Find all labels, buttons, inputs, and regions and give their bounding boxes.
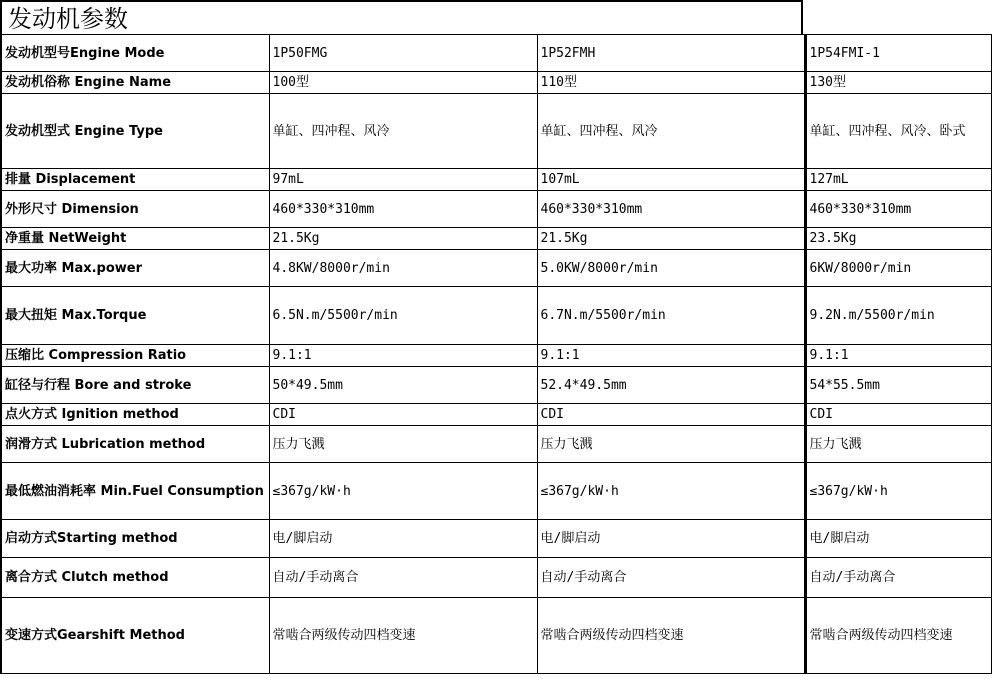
table-row: [1, 169, 991, 191]
table-row: [1, 520, 991, 558]
cell-value: 自动/手动离合: [805, 558, 991, 598]
cell-value: 127mL: [805, 169, 991, 191]
cell-value: 电/脚启动: [537, 520, 805, 558]
cell-value: 9.2N.m/5500r/min: [805, 287, 991, 345]
cell-value: 常啮合两级传动四档变速: [537, 598, 805, 674]
cell-value: 6.7N.m/5500r/min: [537, 287, 805, 345]
cell-value: 压力飞溅: [537, 426, 805, 463]
table-row: [1, 191, 991, 228]
table-row: [1, 404, 991, 426]
cell-value: 压力飞溅: [269, 426, 537, 463]
cell-value: 电/脚启动: [805, 520, 991, 558]
table-row: [1, 463, 991, 520]
cell-value: 6KW/8000r/min: [805, 250, 991, 287]
row-label: 排量 Displacement: [1, 169, 269, 191]
cell-value: 50*49.5mm: [269, 367, 537, 404]
cell-value: 107mL: [537, 169, 805, 191]
cell-value: 自动/手动离合: [269, 558, 537, 598]
cell-value: ≤367g/kW·h: [269, 463, 537, 520]
cell-value: 110型: [537, 72, 805, 94]
cell-value: CDI: [805, 404, 991, 426]
row-label: 发动机型式 Engine Type: [1, 94, 269, 169]
row-label: 最低燃油消耗率 Min.Fuel Consumption: [1, 463, 269, 520]
table-row: [1, 94, 991, 169]
cell-value: 1P50FMG: [269, 35, 537, 72]
cell-value: 130型: [805, 72, 991, 94]
cell-value: 23.5Kg: [805, 228, 991, 250]
cell-value: 97mL: [269, 169, 537, 191]
table-row: [1, 35, 991, 72]
engine-spec-table: [0, 34, 992, 674]
row-label: 点火方式 Ignition method: [1, 404, 269, 426]
cell-value: CDI: [537, 404, 805, 426]
cell-value: 9.1:1: [269, 345, 537, 367]
cell-value: 1P54FMI-1: [805, 35, 991, 72]
table-row: [1, 287, 991, 345]
row-label: 发动机型号Engine Mode: [1, 35, 269, 72]
cell-value: 54*55.5mm: [805, 367, 991, 404]
cell-value: 52.4*49.5mm: [537, 367, 805, 404]
cell-value: 100型: [269, 72, 537, 94]
cell-value: 4.8KW/8000r/min: [269, 250, 537, 287]
table-row: [1, 367, 991, 404]
row-label: 离合方式 Clutch method: [1, 558, 269, 598]
cell-value: 460*330*310mm: [269, 191, 537, 228]
row-label: 最大扭矩 Max.Torque: [1, 287, 269, 345]
table-row: [1, 228, 991, 250]
table-row: [1, 598, 991, 674]
cell-value: 6.5N.m/5500r/min: [269, 287, 537, 345]
sheet-title: 发动机参数: [8, 5, 128, 33]
row-label: 净重量 NetWeight: [1, 228, 269, 250]
cell-value: 电/脚启动: [269, 520, 537, 558]
cell-value: 5.0KW/8000r/min: [537, 250, 805, 287]
title-box: [0, 0, 803, 34]
row-label: 润滑方式 Lubrication method: [1, 426, 269, 463]
cell-value: 21.5Kg: [537, 228, 805, 250]
row-label: 外形尺寸 Dimension: [1, 191, 269, 228]
table-row: [1, 250, 991, 287]
table-row: [1, 558, 991, 598]
cell-value: 单缸、四冲程、风冷: [537, 94, 805, 169]
cell-value: 单缸、四冲程、风冷、卧式: [805, 94, 991, 169]
cell-value: 常啮合两级传动四档变速: [805, 598, 991, 674]
cell-value: ≤367g/kW·h: [805, 463, 991, 520]
row-label: 最大功率 Max.power: [1, 250, 269, 287]
cell-value: CDI: [269, 404, 537, 426]
cell-value: 9.1:1: [805, 345, 991, 367]
cell-value: ≤367g/kW·h: [537, 463, 805, 520]
row-label: 压缩比 Compression Ratio: [1, 345, 269, 367]
row-label: 启动方式Starting method: [1, 520, 269, 558]
cell-value: 460*330*310mm: [537, 191, 805, 228]
row-label: 发动机俗称 Engine Name: [1, 72, 269, 94]
cell-value: 自动/手动离合: [537, 558, 805, 598]
row-label: 变速方式Gearshift Method: [1, 598, 269, 674]
cell-value: 9.1:1: [537, 345, 805, 367]
cell-value: 460*330*310mm: [805, 191, 991, 228]
cell-value: 单缸、四冲程、风冷: [269, 94, 537, 169]
cell-value: 压力飞溅: [805, 426, 991, 463]
row-label: 缸径与行程 Bore and stroke: [1, 367, 269, 404]
cell-value: 1P52FMH: [537, 35, 805, 72]
table-row: [1, 72, 991, 94]
table-row: [1, 426, 991, 463]
cell-value: 21.5Kg: [269, 228, 537, 250]
table-row: [1, 345, 991, 367]
cell-value: 常啮合两级传动四档变速: [269, 598, 537, 674]
